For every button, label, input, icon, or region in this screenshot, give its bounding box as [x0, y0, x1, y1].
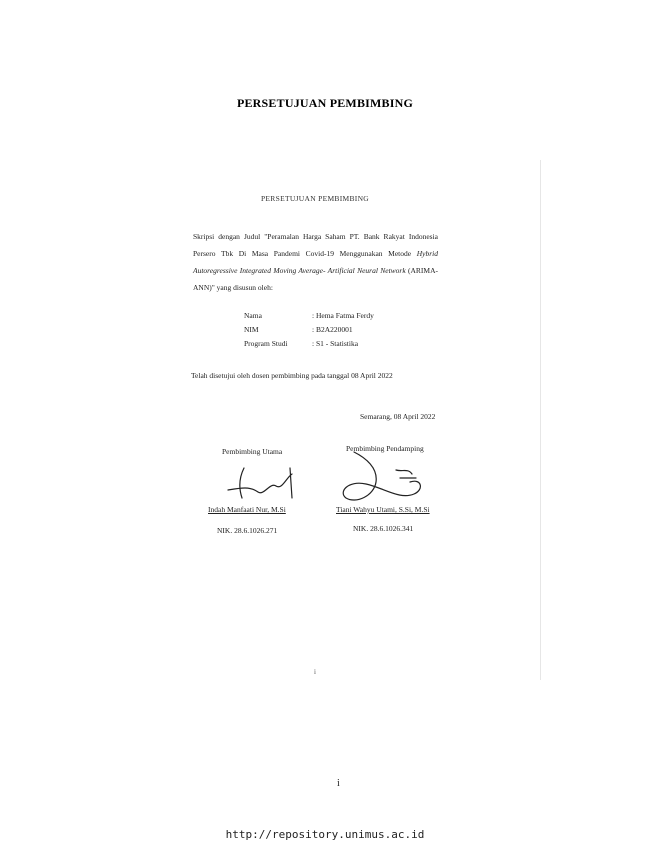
student-program-row — [244, 337, 432, 351]
thesis-paragraph — [193, 228, 438, 296]
page-number: i — [337, 778, 340, 789]
thesis-title-italic: Hybrid Autoregressive Integrated Moving Average- Artificial Neural Network — [193, 249, 438, 275]
student-name-label: Nama — [244, 311, 262, 320]
student-name-row — [244, 309, 432, 323]
footer-url[interactable]: http://repository.unimus.ac.id — [225, 828, 425, 841]
second-supervisor-name: Tiani Wahyu Utami, S.Si, M.Si — [336, 505, 430, 514]
student-program-label: Program Studi — [244, 339, 288, 348]
second-supervisor-nik: NIK. 28.6.1026.341 — [353, 524, 414, 533]
paragraph-intro: Skripsi dengan Judul " — [193, 232, 268, 241]
page-title: PERSETUJUAN PEMBIMBING — [236, 96, 414, 110]
thesis-title-end: (ARIMA-ANN) — [193, 266, 438, 292]
scan-edge-shadow — [540, 160, 541, 680]
student-nim-row — [244, 323, 432, 337]
thesis-title: Peramalan Harga Saham PT. Bank Rakyat Indonesia Persero Tbk Di Masa Pandemi Covid-19 Menggunakan Metode — [193, 232, 438, 258]
student-name-value: : Hema Fatma Ferdy — [312, 311, 374, 320]
main-supervisor-signature-icon — [222, 462, 312, 504]
main-supervisor-role: Pembimbing Utama — [222, 447, 283, 456]
paragraph-outro: " yang disusun oleh: — [211, 283, 273, 292]
student-nim-label: NIM — [244, 325, 259, 334]
scanned-page-number: i — [314, 668, 316, 676]
second-supervisor-role: Pembimbing Pendamping — [346, 444, 424, 453]
student-program-value: : S1 - Statistika — [312, 339, 359, 348]
scanned-document-title: PERSETUJUAN PEMBIMBING — [260, 194, 370, 203]
approval-statement: Telah disetujui oleh dosen pembimbing pada tanggal 08 April 2022 — [191, 371, 393, 380]
date-place: Semarang, 08 April 2022 — [360, 412, 436, 421]
main-supervisor-name: Indah Manfaati Nur, M.Si — [208, 505, 286, 514]
student-info-table — [244, 309, 432, 351]
main-supervisor-nik: NIK. 28.6.1026.271 — [217, 526, 278, 535]
student-nim-value: : B2A220001 — [312, 325, 353, 334]
